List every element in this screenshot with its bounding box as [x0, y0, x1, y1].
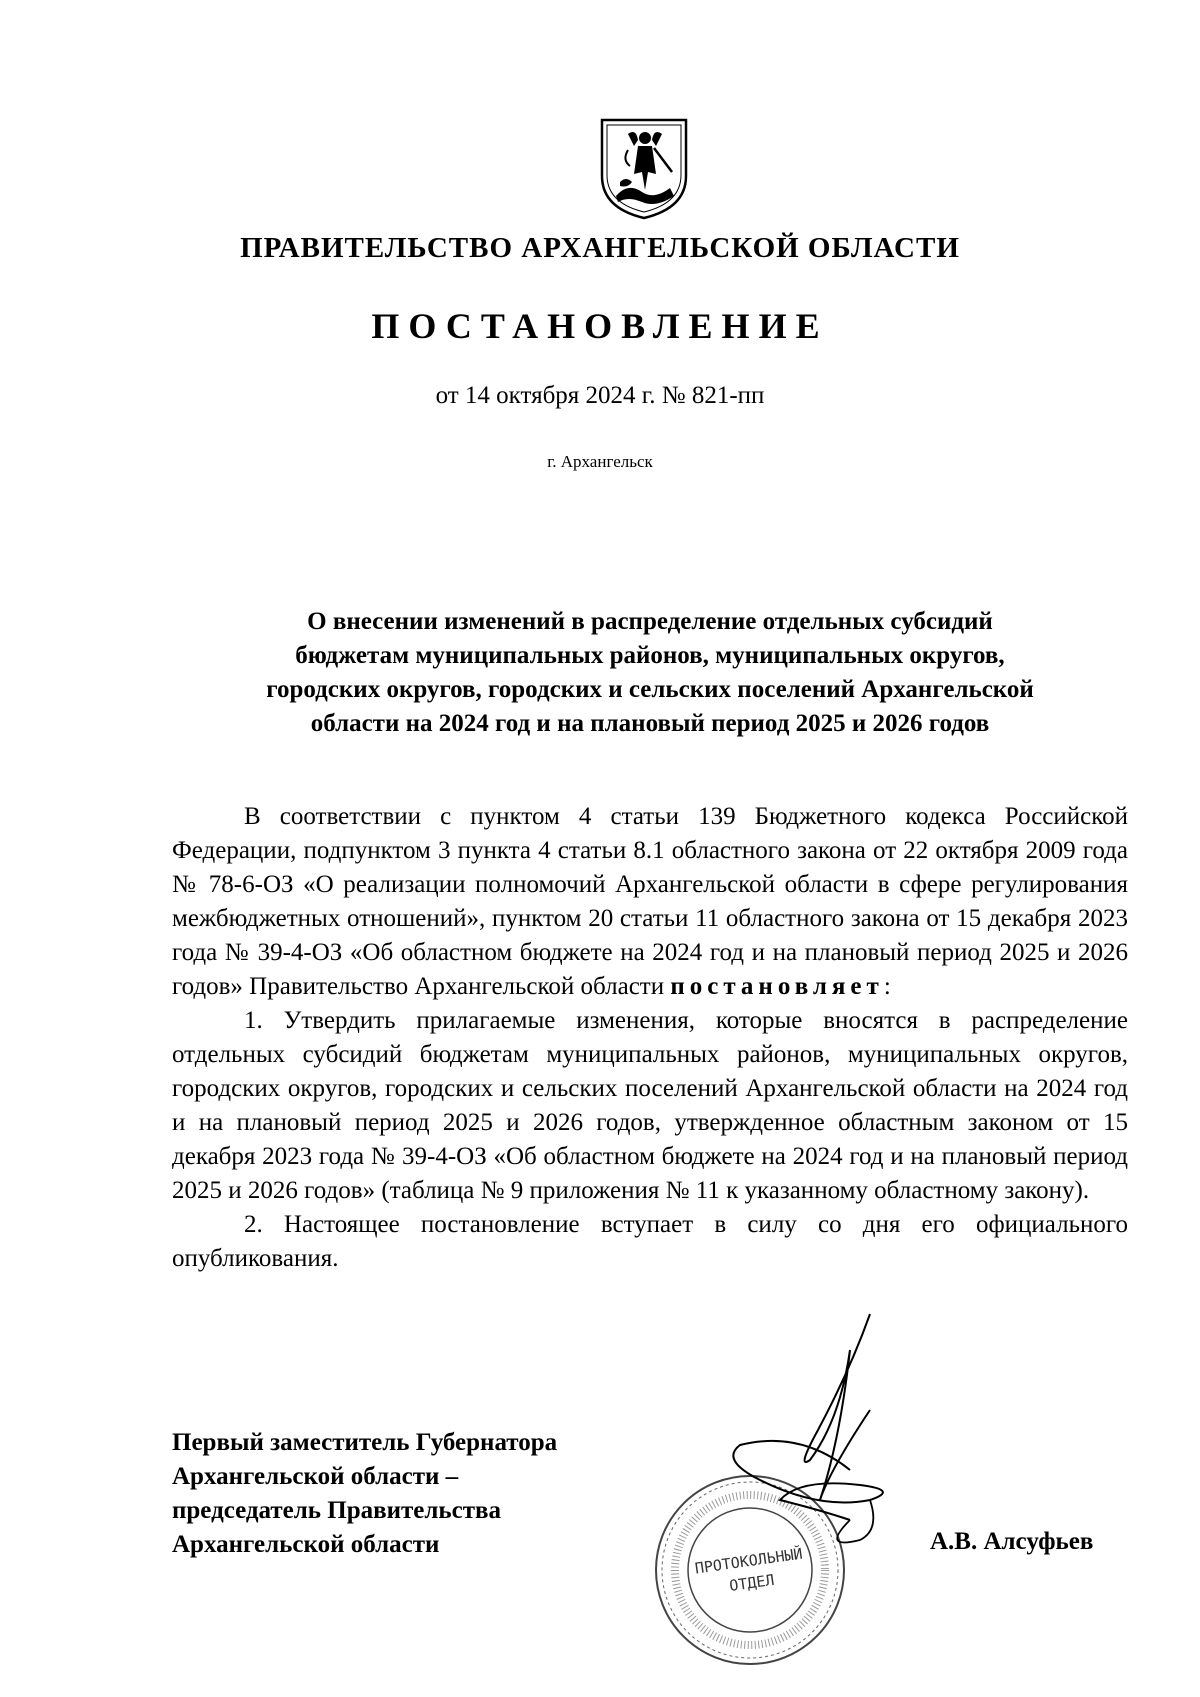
svg-text:ОТДЕЛ: ОТДЕЛ	[728, 1570, 776, 1595]
signer-position-line: Архангельской области –	[172, 1463, 459, 1490]
signer-name: А.В. Алсуфьев	[930, 1528, 1094, 1555]
item-1-paragraph: 1. Утвердить прилагаемые изменения, которые вносятся в распределение отдельных субсидий бюджетам муниципальных районов, муниципальных округов, городских округов, городских и сельских поселений Архангельской области на 2024 год и на плановый период 2025 и 2026 годов, утвержденное областным законом от 15 декабря 2023 года № 39-4-ОЗ «Об областном бюджете на 2024 год и на плановый период 2025 и 2026 годов» (таблица № 9 приложения № 11 к указанному областному закону).	[172, 1007, 1128, 1204]
organization-name: ПРАВИТЕЛЬСТВО АРХАНГЕЛЬСКОЙ ОБЛАСТИ	[240, 232, 960, 264]
decree-colon: :	[883, 973, 891, 1000]
subject-line: области на 2024 год и на плановый период 2025 и 2026 годов	[310, 710, 990, 737]
signer-position-line: Архангельской области	[172, 1531, 440, 1558]
signer-position-line: председатель Правительства	[172, 1497, 502, 1524]
handwritten-signature-icon	[700, 1310, 940, 1610]
decree-word: постановляет	[670, 973, 884, 1000]
signer-position	[172, 1426, 652, 1562]
document-date-number: от 14 октября 2024 г. № 821-пп	[435, 382, 765, 409]
document-city: г. Архангельск	[547, 452, 653, 471]
subject-line: городских округов, городских и сельских поселений Архангельской	[266, 676, 1034, 703]
document-subject	[170, 605, 1130, 741]
item-2-paragraph: 2. Настоящее постановление вступает в силу со дня его официального опубликования.	[172, 1211, 1128, 1272]
subject-line: бюджетам муниципальных районов, муниципальных округов,	[295, 642, 1005, 669]
subject-line: О внесении изменений в распределение отдельных субсидий	[307, 608, 993, 635]
document-type-title: ПОСТАНОВЛЕНИЕ	[371, 306, 829, 346]
signer-position-line: Первый заместитель Губернатора	[172, 1429, 558, 1456]
document-body	[172, 800, 1128, 1276]
preamble-text: В соответствии с пунктом 4 статьи 139 Бюджетного кодекса Российской Федерации, подпунктом 3 пункта 4 статьи 8.1 областного закона от 22 октября 2009 года № 78-6-ОЗ «О реализации полномочий Архангельской области в сфере регулирования межбюджетных отношений», пунктом 20 статьи 11 областного закона от 15 декабря 2023 года № 39-4-ОЗ «Об областном бюджете на 2024 год и на плановый период 2025 и 2026 годов» Правительство Архангельской области	[172, 803, 1128, 1000]
preamble-paragraph	[172, 800, 1128, 1004]
stamp-text: ПРОТОКОЛЬНЫЙ	[693, 1544, 804, 1578]
coat-of-arms-icon	[598, 116, 690, 220]
